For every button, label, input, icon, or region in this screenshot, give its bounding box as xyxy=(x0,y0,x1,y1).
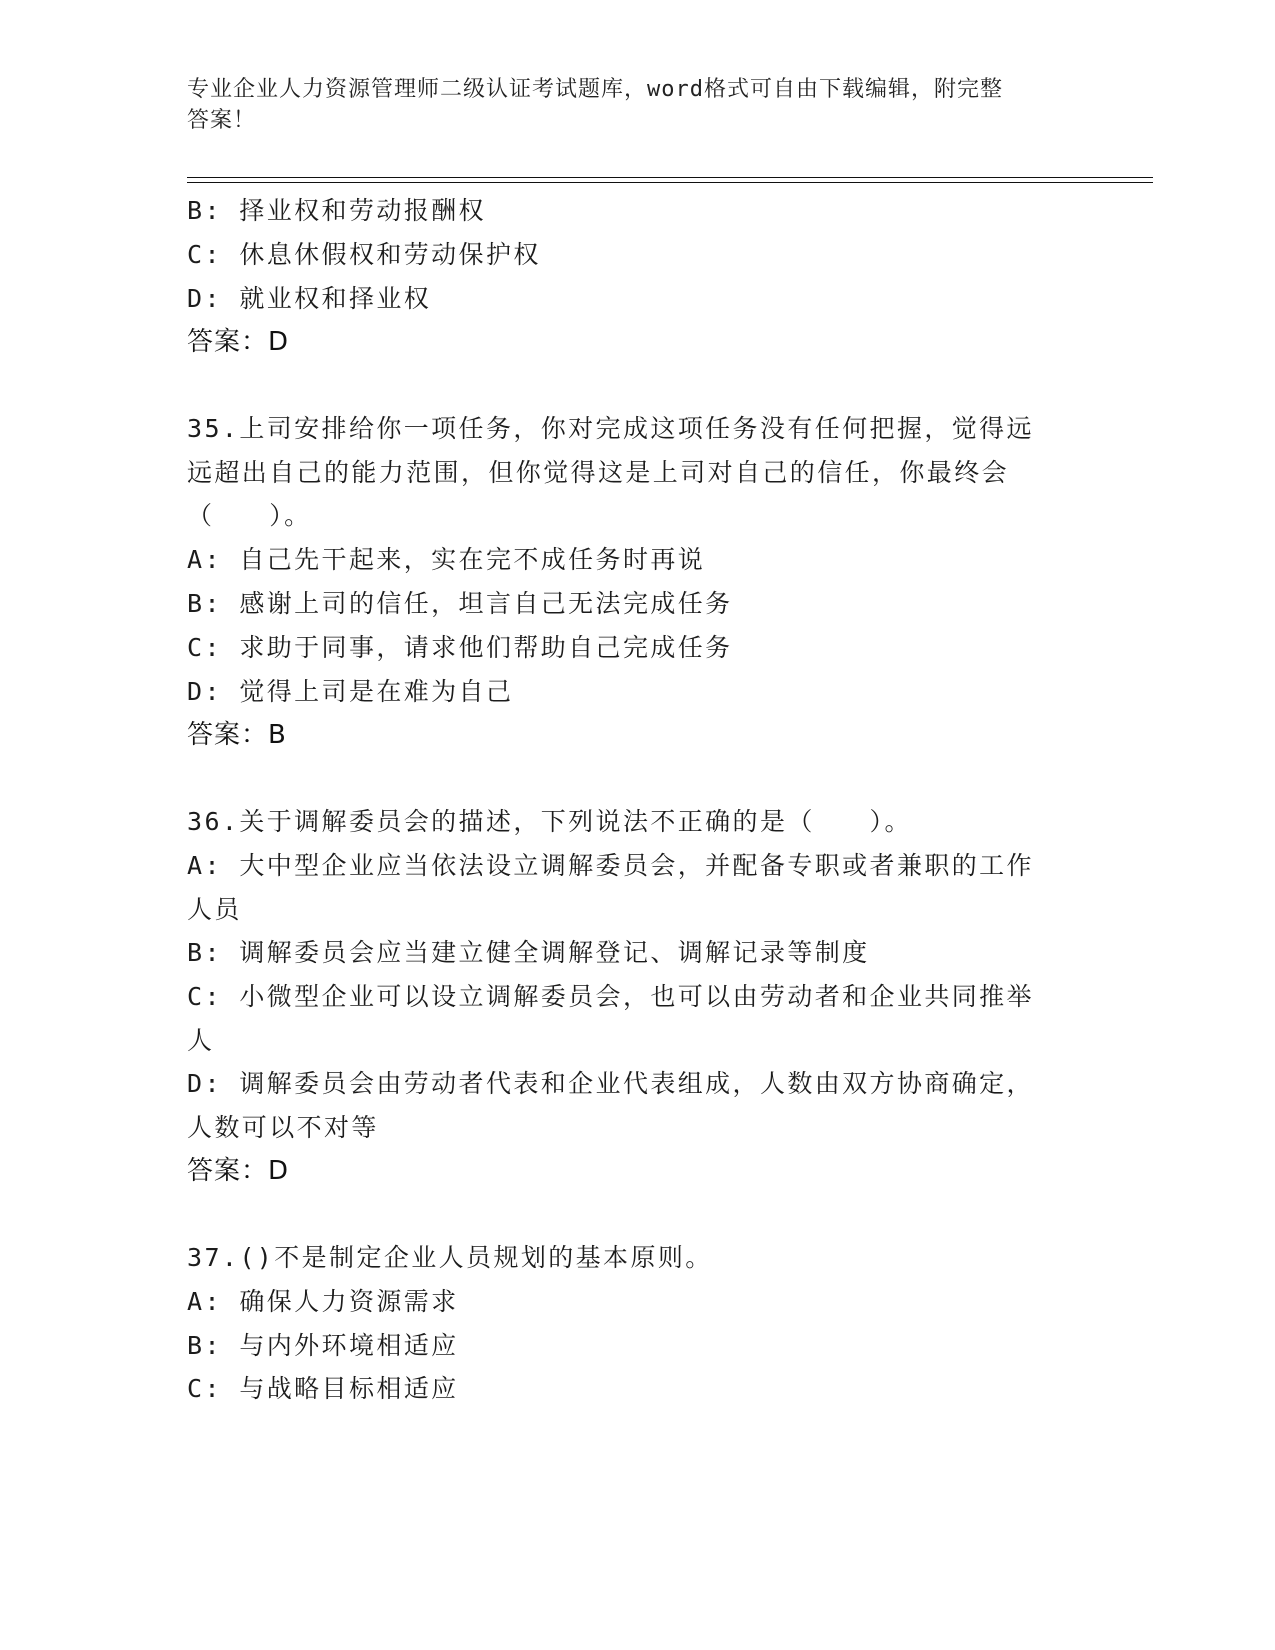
q36-option-a-line-1: A: 大中型企业应当依法设立调解委员会，并配备专职或者兼职的工作 xyxy=(187,851,1034,880)
q35-option-b: B: 感谢上司的信任，坦言自己无法完成任务 xyxy=(187,589,733,618)
q37-option-a: A: 确保人力资源需求 xyxy=(187,1287,459,1316)
q37-stem: 37.()不是制定企业人员规划的基本原则。 xyxy=(187,1243,713,1272)
q35-answer: 答案：B xyxy=(187,720,287,750)
q35-stem-line-1: 35.上司安排给你一项任务，你对完成这项任务没有任何把握，觉得远 xyxy=(187,414,1034,443)
q36-option-d-line-1: D: 调解委员会由劳动者代表和企业代表组成，人数由双方协商确定， xyxy=(187,1069,1034,1098)
q35-stem-line-3: （ ）。 xyxy=(187,501,312,530)
q34-answer: 答案：D xyxy=(187,327,290,357)
q36-option-c-line-1: C: 小微型企业可以设立调解委员会，也可以由劳动者和企业共同推举 xyxy=(187,982,1034,1011)
q36-option-d-line-2: 人数可以不对等 xyxy=(187,1113,379,1142)
q35-option-a: A: 自己先干起来，实在完不成任务时再说 xyxy=(187,545,706,574)
page-header xyxy=(187,74,1067,136)
header-rule-bottom xyxy=(187,182,1153,183)
q35-option-c: C: 求助于同事，请求他们帮助自己完成任务 xyxy=(187,633,733,662)
q37-option-c: C: 与战略目标相适应 xyxy=(187,1374,459,1403)
q36-option-c-line-2: 人 xyxy=(187,1026,215,1055)
q36-stem: 36.关于调解委员会的描述，下列说法不正确的是（ ）。 xyxy=(187,807,912,836)
q36-answer: 答案：D xyxy=(187,1156,290,1186)
q35-option-d: D: 觉得上司是在难为自己 xyxy=(187,677,514,706)
q36-option-b: B: 调解委员会应当建立健全调解登记、调解记录等制度 xyxy=(187,938,870,967)
q36-option-a-line-2: 人员 xyxy=(187,895,242,924)
header-line-2: 答案！ xyxy=(187,108,257,133)
header-line-1: 专业企业人力资源管理师二级认证考试题库，word格式可自由下载编辑，附完整 xyxy=(187,77,1003,102)
q35-stem-line-2: 远超出自己的能力范围，但你觉得这是上司对自己的信任，你最终会 xyxy=(187,458,1010,487)
q37-option-b: B: 与内外环境相适应 xyxy=(187,1331,459,1360)
header-rule-top xyxy=(187,177,1153,178)
q34-option-c: C: 休息休假权和劳动保护权 xyxy=(187,240,541,269)
q34-option-d: D: 就业权和择业权 xyxy=(187,284,432,313)
q34-option-b: B: 择业权和劳动报酬权 xyxy=(187,196,486,225)
